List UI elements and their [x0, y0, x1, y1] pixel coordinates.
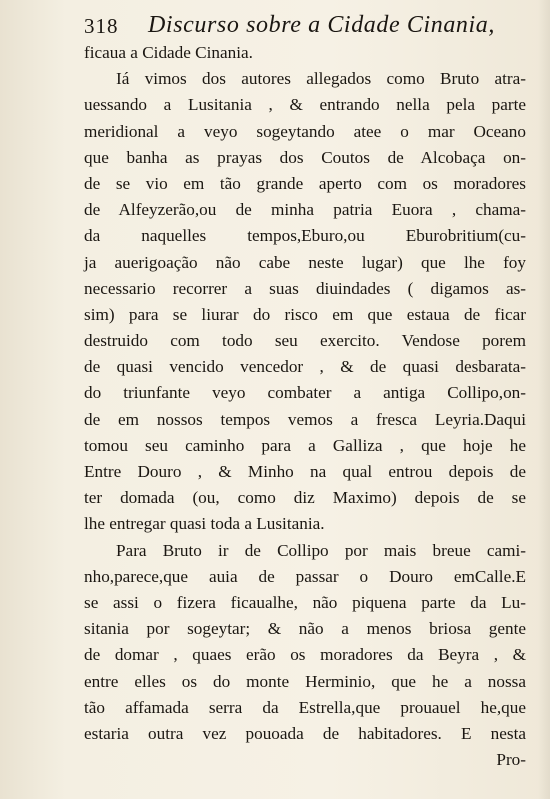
page-number: 318	[84, 14, 119, 38]
text-line: sim) para se liurar do risco em que estaua de ficar	[84, 304, 526, 324]
text-line: lhe entregar quasi toda a Lusitania.	[84, 514, 325, 534]
text-line: destruido com todo seu exercito. Vendose porem	[84, 331, 526, 351]
text-line: ficaua a Cidade Cinania.	[84, 43, 253, 62]
text-line: de quasi vencido vencedor , & de quasi desbarata-	[84, 357, 526, 377]
text-line: entre elles os do monte Herminio, que he a nossa	[84, 671, 526, 691]
text-line: nho,parece,que auia de passar o Douro emCalle.E	[84, 566, 526, 586]
text-line: da naquelles tempos,Eburo,ou Eburobritium(cu-	[84, 226, 526, 246]
body-text	[84, 40, 526, 773]
text-line: de Alfeyzerão,ou de minha patria Euora , chama-	[84, 200, 526, 220]
text-line: Iá vimos dos autores allegados como Bruto atra-	[116, 69, 526, 89]
text-line: que banha as prayas dos Coutos de Alcobaça on-	[84, 147, 526, 167]
text-line: de em nossos tempos vemos a fresca Leyria.Daqui	[84, 409, 526, 429]
page-edge-shadow	[538, 0, 550, 799]
text-line: do triunfante veyo combater a antiga Collipo,on-	[84, 383, 526, 403]
text-line: tão affamada serra da Estrella,que prouauel he,que	[84, 697, 526, 717]
page-header	[84, 8, 524, 44]
text-line: meridional a veyo sogeytando atee o mar Oceano	[84, 121, 526, 141]
text-line: sitania por sogeytar; & não a menos briosa gente	[84, 619, 526, 639]
catchword: Pro-	[496, 750, 526, 770]
text-line: se assi o fizera ficaualhe, não piquena parte da Lu-	[84, 592, 526, 612]
text-line: de domar , quaes erão os moradores da Beyra , &	[84, 645, 526, 665]
text-line: ter domada (ou, como diz Maximo) depois de se	[84, 488, 526, 508]
running-title: Discurso sobre a Cidade Cinania,	[148, 12, 495, 38]
text-line: de se vio em tão grande aperto com os moradores	[84, 173, 526, 193]
text-line: tomou seu caminho para a Galliza , que hoje he	[84, 435, 526, 455]
text-line: necessario recorrer a suas diuindades ( digamos as-	[84, 278, 526, 298]
text-line: estaria outra vez pouoada de habitadores. E nesta	[84, 723, 526, 743]
text-line: ja auerigoação não cabe neste lugar) que lhe foy	[84, 252, 526, 272]
text-line: Entre Douro , & Minho na qual entrou depois de	[84, 462, 526, 481]
text-line: Para Bruto ir de Collipo por mais breue cami-	[116, 540, 526, 560]
text-line: uessando a Lusitania , & entrando nella pela parte	[84, 95, 526, 115]
